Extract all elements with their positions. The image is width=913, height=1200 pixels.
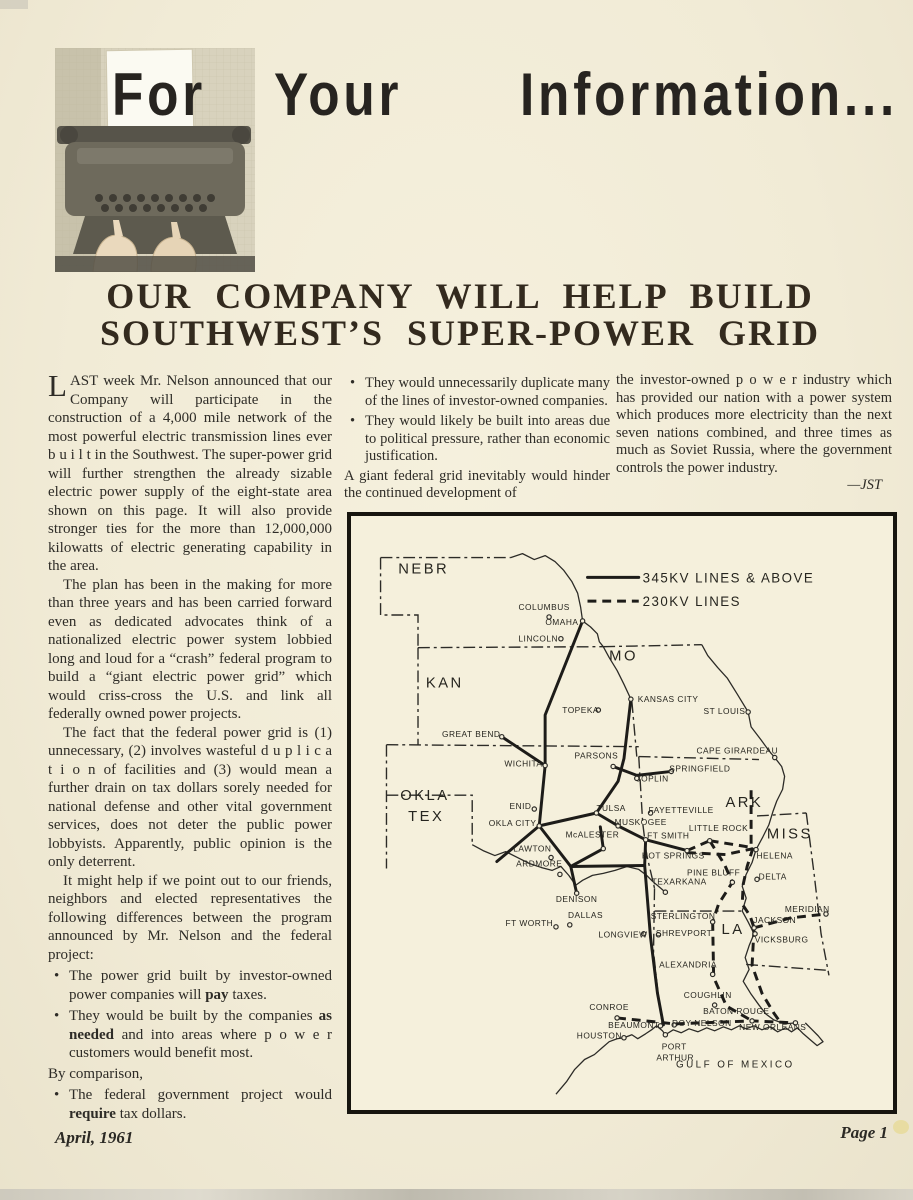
map-city-label: TOPEKA	[562, 704, 599, 716]
list-item-text: The federal government project would require tax dollars.	[69, 1087, 332, 1122]
author-initials: —JST	[847, 477, 882, 493]
map-city-label: MUSKOGEE	[614, 816, 667, 827]
map-city-label: BATON ROUGE	[703, 1005, 770, 1016]
map-city-label: LAWTON	[513, 843, 552, 854]
map-state-label: LA	[721, 921, 745, 938]
map-state-border	[746, 964, 829, 970]
map-city-label: LONGVIEW	[598, 929, 648, 940]
list-item	[48, 1007, 332, 1063]
map-city-marker	[746, 710, 750, 714]
map-city-label: PINE BLUFF	[687, 867, 741, 878]
map-city-marker	[568, 923, 572, 927]
map-city-label: DELTA	[758, 871, 787, 882]
power-grid-map	[347, 512, 897, 1114]
map-city-label: ROY NELSON	[672, 1017, 732, 1028]
map-state-label: TEX	[408, 808, 445, 825]
map-city-marker	[663, 890, 667, 894]
paragraph: The plan has been in the making for more than three years and has been carried forward even as dedicated advocates think of a nationalized electric power system lobbied long and loud for a “crash” federal program to build a “giant electric power grid” which would criss-cross the U.S. and link all federally owned power projects.	[48, 576, 332, 722]
paragraph: It might help if we point out to our friends, neighbors and elected representatives the following differences between the program announced by Mr. Nelson and the federal project:	[48, 872, 332, 963]
article-title-line2: SOUTHWEST’S SUPER-POWER GRID	[99, 313, 821, 353]
map-230kv-line	[687, 841, 710, 851]
masthead-word-information: Information...	[520, 61, 899, 129]
map-city-label: ALEXANDRIA	[659, 959, 717, 970]
map-city-label: HOUSTON	[576, 1030, 622, 1041]
map-city-marker	[611, 764, 615, 768]
map-city-label: KANSAS CITY	[637, 694, 699, 705]
map-state-border	[654, 888, 663, 1025]
map-city-label: SPRINGFIELD	[669, 763, 731, 774]
map-city-label: ENID	[509, 801, 532, 812]
map-city-marker	[708, 839, 712, 843]
map-city-marker	[532, 807, 536, 811]
map-state-border	[603, 645, 702, 647]
map-river-line	[472, 845, 665, 893]
map-city-label: ARDMORE	[516, 858, 563, 869]
power-grid-map-svg	[351, 516, 893, 1110]
map-sea-label: GULF OF MEXICO	[675, 1059, 795, 1071]
map-city-label: NEW ORLEANS	[739, 1021, 807, 1032]
map-city-label: HELENA	[756, 850, 793, 861]
list-item	[344, 375, 610, 410]
column-right	[616, 372, 892, 495]
map-city-marker	[601, 846, 605, 850]
bullet-icon: •	[54, 968, 60, 984]
map-city-label: STERLINGTON	[650, 910, 716, 921]
map-city-label: McALESTER	[565, 829, 620, 840]
masthead-word-for: For	[112, 61, 207, 129]
map-city-label: PORT	[661, 1041, 687, 1052]
map-city-label: TEXARKANA	[651, 876, 707, 887]
map-city-label: JOPLIN	[636, 773, 669, 784]
map-state-label: MISS	[766, 826, 813, 843]
map-state-border	[632, 701, 637, 756]
paragraph: the investor-owned p o w e r industry which has provided our nation with a power system which produces more electricity than the next seven nations combined, and three times as much as Soviet Russia, where the government controls the power industry.	[616, 372, 892, 476]
map-city-label: MERIDIAN	[784, 903, 830, 915]
map-city-label: FAYETTEVILLE	[648, 804, 714, 816]
map-city-label: FT SMITH	[647, 830, 690, 841]
map-city-marker	[580, 619, 584, 623]
footer-date: April, 1961	[55, 1128, 134, 1147]
map-345kv-line	[571, 865, 645, 866]
list-item-text: They would be built by the companies as needed and into areas where p o w e r customers would benefit most.	[69, 1008, 332, 1061]
paragraph: LAST week Mr. Nelson announced that our Company will participate in the construction of a 4,000 mile network of the most powerful electric transmission lines ever b u i l t in the Southwest. The super-power grid will further strengthen the already sizable electric power supply of the eight-state area shown on this page. It will also provide stronger ties for the more than 12,000,000 kilowatts of electric generating capability in the area.	[48, 368, 332, 574]
list-item	[48, 967, 332, 1004]
map-city-marker	[559, 637, 563, 641]
map-legend-label: 345KV LINES & ABOVE	[642, 570, 815, 586]
column-middle	[344, 372, 610, 503]
list-item	[48, 1086, 332, 1123]
map-city-marker	[543, 763, 547, 767]
bullet-icon: •	[350, 413, 356, 429]
map-city-marker	[752, 926, 756, 930]
map-city-label: WICHITA	[504, 758, 543, 769]
map-city-marker	[558, 872, 562, 876]
map-city-label: HOT SPRINGS	[641, 850, 705, 861]
map-city-label: SHREVPORT	[655, 927, 713, 938]
map-city-label: COUGHLIN	[683, 990, 732, 1001]
map-legend-label: 230KV LINES	[642, 594, 742, 610]
map-city-marker	[773, 755, 777, 759]
map-city-marker	[710, 972, 714, 976]
scan-corner-mark	[0, 0, 28, 9]
footer-page-number: Page 1	[840, 1123, 888, 1142]
map-state-border	[418, 647, 603, 648]
map-city-marker	[554, 925, 558, 929]
map-city-label: ST LOUIS	[703, 705, 746, 717]
map-city-label: OMAHA	[545, 616, 579, 627]
article-title	[60, 278, 860, 352]
map-city-label: DENISON	[555, 894, 598, 905]
map-state-label: KAN	[425, 675, 464, 692]
map-state-label: ARK	[725, 795, 764, 812]
list-item	[344, 413, 610, 466]
paragraph: A giant federal grid inevitably would hinder the continued development of	[344, 467, 610, 501]
column-left	[48, 368, 332, 1125]
bullet-icon: •	[54, 1008, 60, 1024]
map-city-label: PARSONS	[574, 750, 619, 761]
map-345kv-line	[539, 621, 582, 826]
list-item-text: They would unnecessarily duplicate many of the lines of investor-owned companies.	[365, 375, 610, 409]
paragraph: By comparison,	[48, 1065, 143, 1082]
list-item-text: They would likely be built into areas due to political pressure, rather than economic justification.	[365, 413, 610, 464]
map-city-label: BEAUMONT	[608, 1019, 660, 1030]
map-state-label: OKLA	[400, 788, 450, 805]
map-state-label: MO	[609, 648, 638, 665]
map-city-label: LITTLE ROCK	[688, 822, 749, 833]
map-state-label: NEBR	[398, 561, 450, 578]
map-city-marker	[629, 697, 633, 701]
map-230kv-line	[710, 841, 753, 848]
scan-edge	[0, 1189, 913, 1200]
bullet-icon: •	[350, 375, 356, 391]
article-title-line1: OUR COMPANY WILL HELP BUILD	[106, 276, 814, 316]
map-city-label: OKLA CITY	[488, 817, 537, 828]
list-item-text: The power grid built by investor-owned power companies will pay taxes.	[69, 968, 332, 1003]
map-city-label: COLUMBUS	[518, 602, 570, 613]
map-city-label: GREAT BEND	[441, 728, 501, 739]
scan-yellow-spot	[893, 1120, 909, 1134]
map-state-border	[639, 757, 759, 760]
map-city-marker	[730, 880, 734, 884]
map-city-label: JACKSON	[753, 914, 797, 925]
map-city-marker	[622, 1036, 626, 1040]
bullet-icon: •	[54, 1087, 60, 1103]
masthead-word-your: Your	[274, 61, 403, 129]
map-state-border	[757, 813, 806, 816]
map-city-label: VICKSBURG	[754, 934, 809, 945]
map-city-label: CONROE	[589, 1001, 630, 1013]
map-city-label: TULSA	[596, 803, 626, 814]
map-city-label: LINCOLN	[518, 633, 559, 644]
map-city-label: DALLAS	[568, 909, 604, 920]
map-city-marker	[663, 1033, 667, 1037]
map-city-marker	[537, 824, 541, 828]
map-city-label: ARTHUR	[656, 1052, 695, 1063]
paragraph: The fact that the federal power grid is (1) unnecessary, (2) involves wasteful d u p l i c a t i o n of facilities and (3) would mean a further drain on tax dollars sorely needed for national defense and other vital government services, does not deter the public power lobbyists. Apparently, public opinion is the only deterrent.	[48, 724, 332, 870]
map-city-label: FT WORTH	[505, 917, 554, 928]
map-city-label: CAPE GIRARDEAU	[696, 745, 779, 756]
